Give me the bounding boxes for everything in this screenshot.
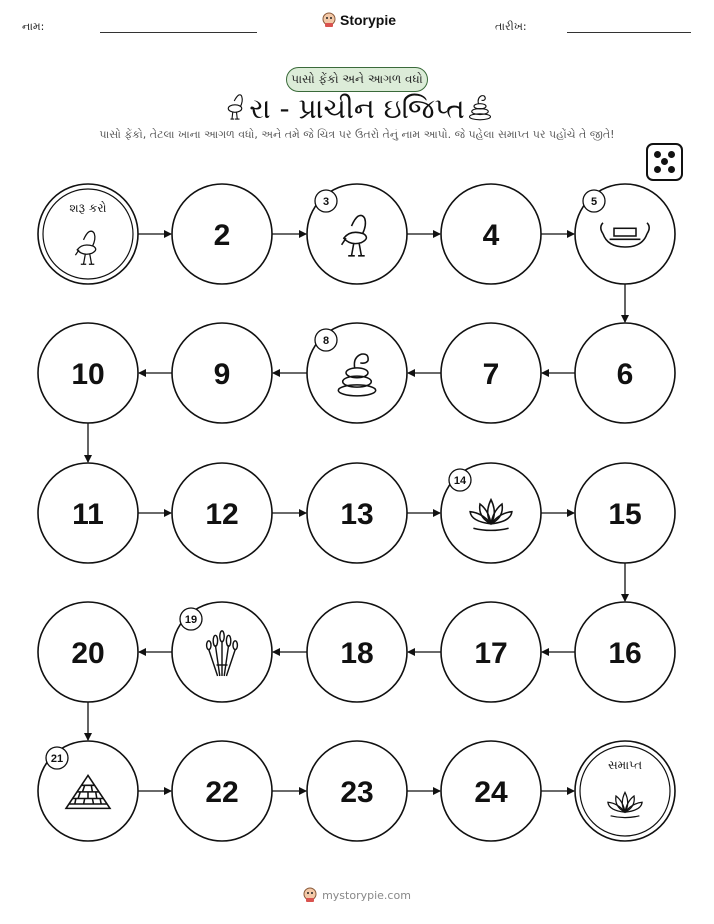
board-space [307,323,407,423]
start-space [38,184,138,284]
space-number: 20 [71,637,105,670]
board-space [38,602,138,702]
board-space [441,323,541,423]
space-number: 11 [72,498,104,531]
space-number: 17 [474,637,508,670]
space-number: 21 [50,753,64,765]
board-space [441,602,541,702]
board-space [307,602,407,702]
board-space [575,463,675,563]
space-number: 13 [340,498,374,531]
space-number: 15 [608,498,642,531]
space-number: 7 [482,358,500,391]
board-space [38,323,138,423]
board-space [38,463,138,563]
board-space [575,184,675,284]
space-number: 16 [608,637,642,670]
space-number: 10 [71,358,105,391]
space-number: 22 [205,776,239,809]
board-space [575,323,675,423]
finish-space [575,741,675,841]
page-title: રા - પ્રાચીન ઇજિપ્ત [249,92,465,125]
board-space [441,463,541,563]
footer [0,887,714,903]
board-space [441,184,541,284]
storypie-mascot-icon [303,887,317,903]
instructions-text: પાસો ફેંકો, તેટલા ખાના આગળ વધો, અને તમે જે ચિત્ર પર ઉતરો તેનું નામ આપો. જે પહેલા સમાપ્ત પર પહોંચે તે જીતે! [99,128,615,141]
space-number: 24 [474,776,508,809]
game-type-badge: પાસો ફેંકો અને આગળ વધો [286,67,428,92]
space-number: 5 [590,196,598,208]
space-number: 9 [213,358,231,391]
space-number: 8 [322,335,330,347]
space-number: 14 [453,475,467,487]
space-number: 18 [340,637,374,670]
board-space [172,741,272,841]
board-space [441,741,541,841]
space-number: 3 [322,196,330,208]
board-space [307,463,407,563]
space-circle [38,184,138,284]
space-number: 6 [616,358,634,391]
board-space [172,463,272,563]
space-label: સમાપ્ત [607,758,643,772]
board-space [172,184,272,284]
footer-url[interactable]: mystorypie.com [322,888,411,902]
board-space [172,323,272,423]
space-number: 19 [184,614,198,626]
name-label: નામ: [22,20,45,33]
board-space [38,741,138,841]
date-label: તારીખ: [495,20,527,33]
brand-name: Storypie [340,12,397,28]
space-number: 12 [205,498,239,531]
board-space [307,741,407,841]
board-space [307,184,407,284]
space-label: શરૂ કરો [69,201,107,215]
space-number: 2 [213,219,231,252]
space-number: 23 [340,776,374,809]
board-space [172,602,272,702]
space-number: 4 [482,219,500,252]
board-space [575,602,675,702]
